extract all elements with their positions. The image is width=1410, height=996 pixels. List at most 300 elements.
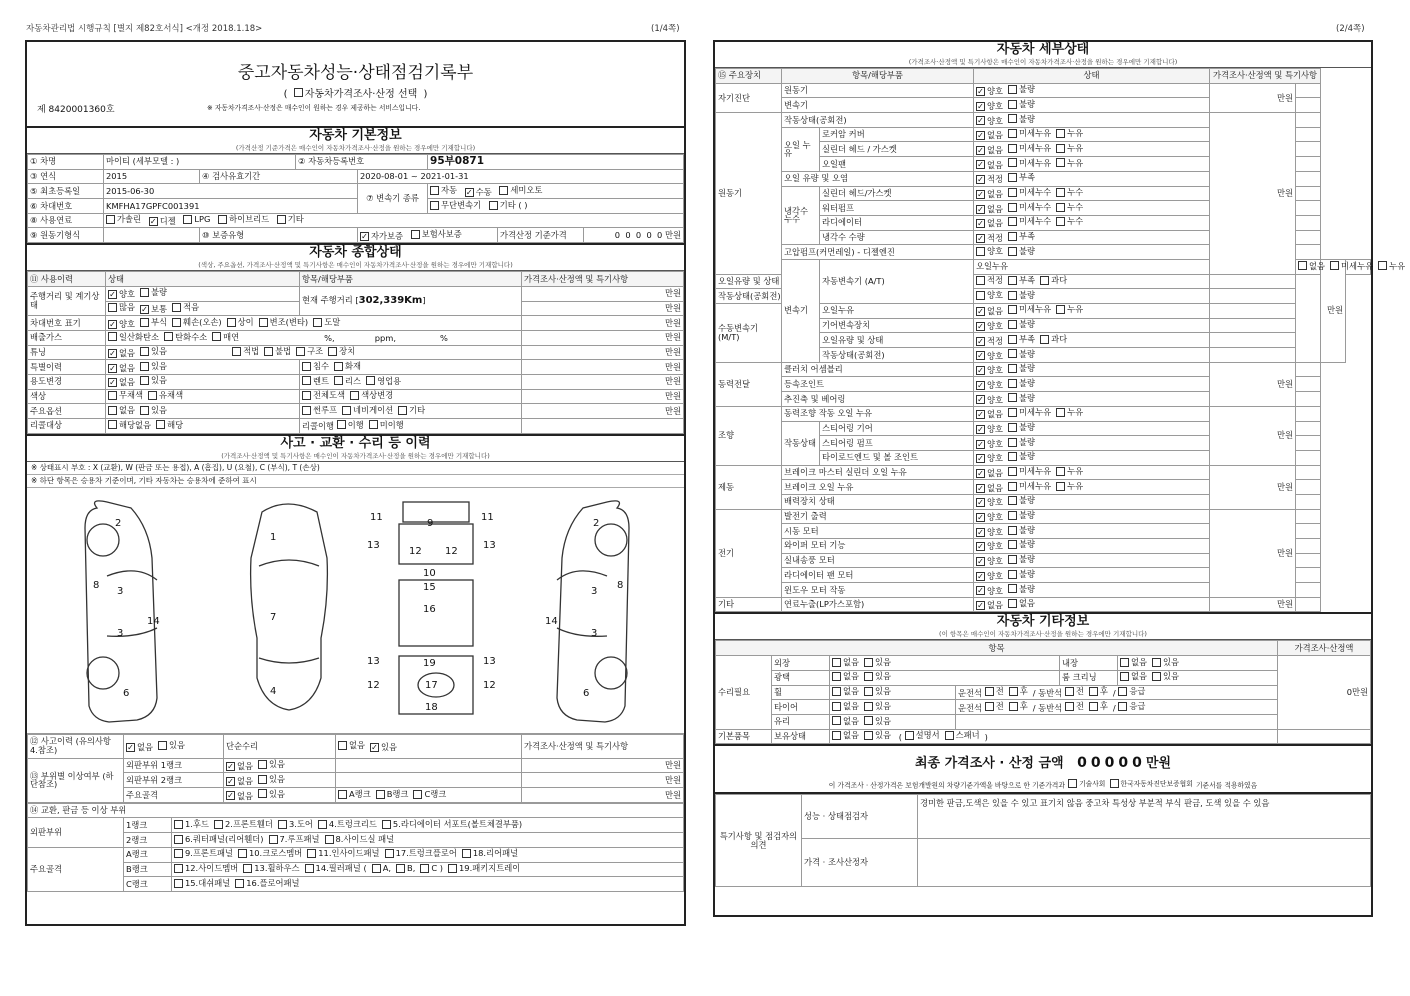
- price-cell: 만원: [522, 404, 684, 419]
- checkbox[interactable]: [258, 760, 267, 769]
- checkbox[interactable]: [338, 741, 347, 750]
- checkbox[interactable]: [1056, 144, 1065, 153]
- checkbox[interactable]: [140, 362, 149, 371]
- note-cell: [1296, 201, 1321, 216]
- checkbox[interactable]: [1008, 438, 1017, 447]
- checkbox[interactable]: [1008, 100, 1017, 109]
- checkbox[interactable]: [1008, 217, 1017, 226]
- checkbox[interactable]: [369, 420, 378, 429]
- checkbox[interactable]: [1008, 570, 1017, 579]
- checkbox-checked[interactable]: ✓: [141, 304, 148, 314]
- checkbox[interactable]: [140, 347, 149, 356]
- checkbox-checked[interactable]: ✓: [977, 233, 984, 243]
- group-label: 변속기: [782, 259, 820, 362]
- legend-note: ※ 상태표시 부호 : X (교환), W (판금 또는 용접), A (흠집), U (요철), C (부식), T (손상): [27, 462, 684, 475]
- part-label: 3: [117, 585, 124, 597]
- final-price: 최종 가격조사 · 산정 금액 00000만원: [914, 755, 1172, 772]
- checkbox-checked[interactable]: ✓: [109, 363, 116, 373]
- part-label: 16: [423, 603, 436, 615]
- group-label: 자기진단: [716, 83, 782, 112]
- note-cell: [1296, 113, 1321, 128]
- checkbox[interactable]: [372, 864, 381, 873]
- checkbox[interactable]: [325, 835, 334, 844]
- part-label: 13: [483, 655, 496, 667]
- part-label: 12: [367, 679, 380, 691]
- checkbox[interactable]: [376, 790, 385, 799]
- checkbox[interactable]: [302, 406, 311, 415]
- checkbox-checked[interactable]: ✓: [977, 512, 984, 522]
- checkbox[interactable]: [985, 702, 994, 711]
- row-label: 가격 · 조사산정자: [802, 839, 918, 887]
- checkbox-checked[interactable]: ✓: [977, 527, 984, 537]
- price-cell: 만원: [522, 345, 684, 360]
- checkbox-checked[interactable]: ✓: [465, 187, 473, 197]
- detail-row: [716, 362, 1371, 377]
- note-cell: [1296, 436, 1321, 451]
- checkbox-checked[interactable]: ✓: [977, 204, 984, 214]
- item-status: ✓ 없음 미세누유 누유: [974, 304, 1210, 319]
- checkbox[interactable]: [108, 420, 117, 429]
- row-label: 휠: [772, 685, 830, 700]
- checkbox[interactable]: [382, 820, 391, 829]
- checkbox[interactable]: [1056, 129, 1065, 138]
- checkbox[interactable]: [1008, 129, 1017, 138]
- checkbox[interactable]: [1378, 261, 1387, 270]
- label: ⑥ 차대번호: [28, 199, 104, 214]
- checkbox-checked[interactable]: ✓: [227, 762, 234, 772]
- price-cell: 만원: [1210, 83, 1296, 112]
- checkbox[interactable]: [1008, 408, 1017, 417]
- checkbox[interactable]: [318, 820, 327, 829]
- checkbox-checked[interactable]: ✓: [977, 189, 984, 199]
- checkbox[interactable]: [164, 332, 173, 341]
- checkbox[interactable]: [328, 347, 337, 356]
- item-status: ✓ 없음 미세누수 누수: [974, 201, 1210, 216]
- general-status-header: 자동차 종합상태 (색상, 주요옵션, 가격조사·산정액 및 특기사항은 매수인이 자동차가격조사·산정을 원하는 경우에만 기재합니다): [27, 243, 684, 271]
- checkbox-checked[interactable]: ✓: [977, 601, 984, 611]
- checkbox[interactable]: [1008, 232, 1017, 241]
- checkbox[interactable]: [1008, 85, 1017, 94]
- checkbox[interactable]: [350, 391, 359, 400]
- checkbox[interactable]: [1008, 540, 1017, 549]
- checkbox[interactable]: [1008, 599, 1017, 608]
- checkbox[interactable]: [430, 201, 439, 210]
- checkbox[interactable]: [108, 406, 117, 415]
- item-status: 양호 불량: [974, 245, 1210, 260]
- checkbox[interactable]: [1068, 779, 1077, 788]
- checkbox-checked[interactable]: ✓: [977, 219, 984, 229]
- col-header: 항목/해당부품: [300, 272, 522, 287]
- checkbox[interactable]: [302, 391, 311, 400]
- checkbox[interactable]: [1056, 203, 1065, 212]
- checkbox[interactable]: [296, 347, 305, 356]
- warranty-options: ✓ 자가보증 보험사보증: [358, 228, 498, 243]
- col-header: ⑪ 사용이력: [28, 272, 106, 287]
- checkbox[interactable]: [1120, 658, 1129, 667]
- checkbox[interactable]: [1008, 320, 1017, 329]
- checkbox[interactable]: [337, 420, 346, 429]
- item-status: ✓ 양호 불량: [974, 450, 1210, 465]
- checkbox[interactable]: [1008, 276, 1017, 285]
- note-cell: [1296, 509, 1321, 524]
- checkbox[interactable]: [1110, 779, 1119, 788]
- checkbox[interactable]: [1089, 702, 1098, 711]
- part-label: 2: [115, 517, 122, 529]
- checkbox[interactable]: [1008, 511, 1017, 520]
- checkbox[interactable]: [1008, 379, 1017, 388]
- checkbox[interactable]: [420, 864, 429, 873]
- checkbox[interactable]: [1008, 584, 1017, 593]
- price-cell: 만원: [1210, 509, 1296, 597]
- checkbox-checked[interactable]: ✓: [977, 101, 984, 111]
- checkbox-checked[interactable]: ✓: [371, 742, 378, 752]
- checkbox[interactable]: [1056, 305, 1065, 314]
- checkbox[interactable]: [832, 716, 841, 725]
- row-label: 주요골격: [28, 847, 124, 891]
- checkbox[interactable]: [174, 820, 183, 829]
- note-cell: [1296, 568, 1321, 583]
- checkbox[interactable]: [259, 318, 268, 327]
- checkbox[interactable]: [148, 391, 157, 400]
- checkbox[interactable]: [212, 332, 221, 341]
- note-cell: [1296, 421, 1321, 436]
- checkbox-checked[interactable]: ✓: [977, 366, 984, 376]
- checkbox[interactable]: [985, 687, 994, 696]
- final-price-section: [715, 744, 1371, 794]
- checkbox[interactable]: [108, 332, 117, 341]
- checkbox[interactable]: [172, 318, 181, 327]
- checkbox[interactable]: [1089, 687, 1098, 696]
- checkbox[interactable]: [1056, 188, 1065, 197]
- checkbox[interactable]: [140, 318, 149, 327]
- checkbox-checked[interactable]: ✓: [109, 378, 116, 388]
- checkbox[interactable]: [1065, 687, 1074, 696]
- base-price: 0 0 0 0 0 만원: [584, 228, 684, 243]
- checkbox[interactable]: [1056, 467, 1065, 476]
- label: ② 자동차등록번호: [296, 155, 428, 170]
- checkbox[interactable]: [1008, 349, 1017, 358]
- checkbox-checked[interactable]: ✓: [977, 410, 984, 420]
- group-label: 기타: [716, 597, 782, 612]
- checkbox[interactable]: [1008, 364, 1017, 373]
- checkbox[interactable]: [945, 731, 954, 740]
- label: ④ 검사유효기간: [200, 169, 358, 184]
- item-status: ✓ 없음 없음: [974, 597, 1210, 612]
- checkbox[interactable]: [832, 687, 841, 696]
- row-label: 색상: [28, 389, 106, 404]
- checkbox[interactable]: [140, 376, 149, 385]
- checkbox-checked[interactable]: ✓: [977, 395, 984, 405]
- row-label: 특기사항 및 점검자의 의견: [716, 795, 802, 887]
- checkbox[interactable]: [366, 376, 375, 385]
- part-label: 12: [409, 545, 422, 557]
- label: ⑦ 변속기 종류: [358, 184, 428, 213]
- checkbox-checked[interactable]: ✓: [977, 145, 984, 155]
- checkbox[interactable]: [278, 820, 287, 829]
- checkbox[interactable]: [1040, 276, 1049, 285]
- checkbox[interactable]: [238, 849, 247, 858]
- item-label: 동력조향 작동 오일 누유: [782, 406, 974, 421]
- reg-number: 95부0871: [428, 155, 684, 170]
- checkbox[interactable]: [1009, 702, 1018, 711]
- part-label: 8: [93, 579, 100, 591]
- checkbox[interactable]: [413, 790, 422, 799]
- subgroup-label: 냉각수 누수: [782, 186, 820, 245]
- note-cell: [1296, 230, 1321, 245]
- checkbox-checked[interactable]: ✓: [977, 336, 984, 346]
- checkbox-checked[interactable]: ✓: [977, 380, 984, 390]
- page-number: (1/4쪽): [651, 24, 680, 34]
- checkbox[interactable]: [1118, 687, 1127, 696]
- checkbox[interactable]: [218, 215, 227, 224]
- checkbox[interactable]: [1008, 188, 1017, 197]
- checkbox[interactable]: [227, 318, 236, 327]
- checkbox[interactable]: [158, 741, 167, 750]
- checkbox-checked[interactable]: ✓: [227, 791, 234, 801]
- checkbox[interactable]: [294, 88, 303, 97]
- row-label: 유리: [772, 714, 830, 729]
- subgroup-label: 수동변속기 (M/T): [716, 304, 782, 363]
- checkbox[interactable]: [156, 420, 165, 429]
- checkbox[interactable]: [214, 820, 223, 829]
- note-cell: [1296, 377, 1321, 392]
- checkbox[interactable]: [396, 864, 405, 873]
- checkbox[interactable]: [232, 347, 241, 356]
- checkbox[interactable]: [174, 835, 183, 844]
- checkbox[interactable]: [172, 303, 181, 312]
- checkbox[interactable]: [1008, 423, 1017, 432]
- checkbox[interactable]: [1152, 672, 1161, 681]
- checkbox-checked[interactable]: ✓: [977, 454, 984, 464]
- checkbox[interactable]: [1008, 335, 1017, 344]
- item-status: ✓ 양호 불량: [974, 98, 1210, 113]
- checkbox[interactable]: [235, 879, 244, 888]
- checkbox[interactable]: [1065, 702, 1074, 711]
- label: ⑤ 최초등록일: [28, 184, 104, 199]
- checkbox[interactable]: [1008, 114, 1017, 123]
- checkbox[interactable]: [334, 376, 343, 385]
- doc-title: 중고자동차성능·상태점검기록부: [237, 63, 474, 83]
- note-cell: [1296, 392, 1321, 407]
- checkbox[interactable]: [1008, 203, 1017, 212]
- price-cell: [522, 419, 684, 434]
- checkbox-checked[interactable]: ✓: [977, 586, 984, 596]
- checkbox-checked[interactable]: ✓: [109, 319, 116, 329]
- group-label: 조향: [716, 406, 782, 465]
- checkbox-checked[interactable]: ✓: [977, 483, 984, 493]
- col-header: 항목: [716, 641, 1278, 656]
- checkbox[interactable]: [499, 186, 508, 195]
- checkbox[interactable]: [264, 347, 273, 356]
- checkbox[interactable]: [832, 672, 841, 681]
- accident-header: 사고 · 교환 · 수리 등 이력 (가격조사·산정액 및 특기사항은 매수인이 자동차가격조사·산정을 원하는 경우에만 기재합니다): [27, 434, 684, 462]
- checkbox[interactable]: [302, 362, 311, 371]
- checkbox[interactable]: [864, 716, 873, 725]
- checkbox[interactable]: [1056, 482, 1065, 491]
- price-cell: 만원: [522, 286, 684, 301]
- checkbox[interactable]: [174, 849, 183, 858]
- checkbox[interactable]: [1008, 452, 1017, 461]
- checkbox[interactable]: [411, 230, 420, 239]
- checkbox-checked[interactable]: ✓: [977, 307, 984, 317]
- note-cell: [1296, 553, 1321, 568]
- checkbox[interactable]: [832, 731, 841, 740]
- checkbox[interactable]: [1056, 158, 1065, 167]
- wheel: [595, 524, 627, 556]
- checkbox[interactable]: [1056, 217, 1065, 226]
- col-header: 상태: [106, 272, 300, 287]
- rank-label: A랭크: [124, 847, 172, 862]
- checkbox-checked[interactable]: ✓: [977, 131, 984, 141]
- checkbox[interactable]: [489, 201, 498, 210]
- checkbox[interactable]: [1008, 173, 1017, 182]
- checkbox-checked[interactable]: ✓: [109, 290, 116, 300]
- checkbox[interactable]: [1008, 158, 1017, 167]
- checkbox[interactable]: [243, 864, 252, 873]
- checkbox-checked[interactable]: ✓: [977, 468, 984, 478]
- item-label: 브레이크 오일 누유: [782, 480, 974, 495]
- checkbox[interactable]: [976, 276, 985, 285]
- checkbox[interactable]: [174, 879, 183, 888]
- part-label: 1: [270, 531, 277, 543]
- item-label: 등속조인트: [782, 377, 974, 392]
- checkbox-checked[interactable]: ✓: [977, 160, 984, 170]
- checkbox[interactable]: [140, 406, 149, 415]
- item-status: ✓ 없음 미세누유 누유: [974, 480, 1210, 495]
- checkbox[interactable]: [864, 731, 873, 740]
- mileage-cell: 현재 주행거리 [302,339Km]: [300, 286, 522, 315]
- checkbox-checked[interactable]: ✓: [977, 322, 984, 332]
- checkbox[interactable]: [1008, 144, 1017, 153]
- note-cell: [1296, 465, 1321, 480]
- checkbox[interactable]: [1008, 305, 1017, 314]
- checkbox[interactable]: [1056, 408, 1065, 417]
- checkbox[interactable]: [108, 303, 117, 312]
- checkbox-checked[interactable]: ✓: [977, 542, 984, 552]
- checkbox[interactable]: [342, 406, 351, 415]
- checkbox[interactable]: [258, 789, 267, 798]
- checkbox[interactable]: [385, 849, 394, 858]
- checkbox[interactable]: [1040, 335, 1049, 344]
- checkbox[interactable]: [183, 215, 192, 224]
- checkbox-checked[interactable]: ✓: [977, 571, 984, 581]
- checkbox[interactable]: [313, 318, 322, 327]
- checkbox[interactable]: [905, 731, 914, 740]
- checkbox-checked[interactable]: ✓: [977, 116, 984, 126]
- group-label: 제동: [716, 465, 782, 509]
- item-label: 라디에이터: [820, 215, 974, 230]
- checkbox-checked[interactable]: ✓: [977, 175, 984, 185]
- checkbox[interactable]: [140, 288, 149, 297]
- checkbox[interactable]: [1008, 393, 1017, 402]
- checkbox[interactable]: [1008, 247, 1017, 256]
- price-cell: 만원: [522, 374, 684, 389]
- final-note: 이 가격조사 · 산정가격은 보험개발원의 차량기준가액을 바탕으로 한 기준가격과 기술사회 한국자동차진단보증협회 기준서를 적용하였음: [828, 780, 1258, 790]
- row-label: 외판부위 2랭크: [124, 773, 224, 788]
- checkbox-checked[interactable]: ✓: [977, 439, 984, 449]
- row-label: 성능 · 상태점검자: [802, 795, 918, 839]
- checkbox[interactable]: [832, 702, 841, 711]
- checkbox[interactable]: [108, 391, 117, 400]
- part-label: 13: [367, 655, 380, 667]
- checkbox[interactable]: [976, 247, 985, 256]
- checkbox[interactable]: [1118, 702, 1127, 711]
- price-cell: 만원: [1210, 406, 1296, 465]
- accident-table: ⑫ 사고이력 (유의사항 4.참조) ✓ 없음 있음 단순수리 없음 ✓ 있음 가격조사·산정액 및 특기사항 ⑬ 부위별 이상여부 (하단참조) 외판부위 1랭크 ✓ 없음 있음 만원 외판부위 2랭크 ✓ 없음 있음 만원 주요골격 ✓ 없음 있음 A랭크 B랭크 C랭크 만원: [27, 734, 684, 803]
- row-label: ⑫ 사고이력 (유의사항 4.참조): [28, 734, 124, 758]
- checkbox[interactable]: [338, 790, 347, 799]
- checkbox-checked[interactable]: ✓: [977, 87, 984, 97]
- part-label: 6: [583, 687, 590, 699]
- checkbox[interactable]: [864, 687, 873, 696]
- checkbox[interactable]: [334, 362, 343, 371]
- checkbox-checked[interactable]: ✓: [149, 217, 157, 227]
- checkbox[interactable]: [1008, 496, 1017, 505]
- checkbox[interactable]: [430, 186, 439, 195]
- item-status: 없음 미세누유 누유: [1296, 259, 1321, 274]
- checkbox[interactable]: [106, 215, 115, 224]
- checkbox[interactable]: [1330, 261, 1339, 270]
- checkbox[interactable]: [174, 864, 183, 873]
- checkbox[interactable]: [864, 702, 873, 711]
- checkbox[interactable]: [976, 291, 985, 300]
- checkbox[interactable]: [1152, 658, 1161, 667]
- rank-label: 2랭크: [124, 833, 172, 848]
- checkbox[interactable]: [1008, 482, 1017, 491]
- col-header: 가격조사·산정액: [1278, 641, 1371, 656]
- checkbox[interactable]: [448, 864, 457, 873]
- checkbox[interactable]: [1008, 467, 1017, 476]
- checkbox-checked[interactable]: ✓: [361, 231, 368, 241]
- checkbox[interactable]: [277, 215, 286, 224]
- checkbox-checked[interactable]: ✓: [977, 498, 984, 508]
- checkbox-checked[interactable]: ✓: [977, 557, 984, 567]
- checkbox-checked[interactable]: ✓: [227, 776, 234, 786]
- legend-note: ※ 하단 항목은 승용차 기준이며, 기타 자동차는 승용차에 준하여 표시: [27, 475, 684, 488]
- checkbox[interactable]: [269, 835, 278, 844]
- checkbox[interactable]: [832, 658, 841, 667]
- checkbox[interactable]: [462, 849, 471, 858]
- checkbox-checked[interactable]: ✓: [977, 351, 984, 361]
- checkbox[interactable]: [307, 849, 316, 858]
- checkbox[interactable]: [1008, 555, 1017, 564]
- item-status: ✓ 양호 불량: [974, 539, 1210, 554]
- checkbox-checked[interactable]: ✓: [109, 348, 116, 358]
- item-status: ✓ 양호 불량: [974, 509, 1210, 524]
- checkbox[interactable]: [1298, 261, 1307, 270]
- checkbox[interactable]: [305, 864, 314, 873]
- part-label: 2: [593, 517, 600, 529]
- checkbox[interactable]: [1120, 672, 1129, 681]
- checkbox[interactable]: [1008, 526, 1017, 535]
- row-label: 룸 크리닝: [1060, 670, 1118, 685]
- checkbox[interactable]: [1009, 687, 1018, 696]
- checkbox[interactable]: [258, 775, 267, 784]
- engine-type: [104, 228, 200, 243]
- general-status-table: ⑪ 사용이력 상태 항목/해당부품 가격조사·산정액 및 특기사항 주행거리 및 계기상태 ✓ 양호 불량 현재 주행거리 [302,339Km] 만원 많음 ✓ 보통 적음 만원 차대번호 표기 ✓ 양호 부식 훼손(오손) 상이 변조(변타) 도말 만원 배출가스 일산화탄소 탄화수소 매연 %, ppm, % 만원 튜닝 ✓ 없음 있음 적법 불법 구조 장치 만원 특별이력 ✓ 없음 있음 침수 화재 만원 용도변경 ✓ 없음 있음 렌트 리스 영업용 만원 색상 무채색 유채색 전체도색 색상변경 만원 주요옵션 없음 있음 썬루프 네비게이션 기타 만원 리콜대상 해당없음 해당 리콜이행 이행 미이행: [27, 271, 684, 434]
- checkbox[interactable]: [864, 672, 873, 681]
- checkbox[interactable]: [302, 376, 311, 385]
- rank-label: 1랭크: [124, 818, 172, 833]
- checkbox-checked[interactable]: ✓: [977, 424, 984, 434]
- part-label: 17: [425, 679, 438, 691]
- item-status: ✓ 적정 부족 과다: [974, 333, 1210, 348]
- checkbox[interactable]: [864, 658, 873, 667]
- checkbox[interactable]: [1008, 291, 1017, 300]
- item-status: ✓ 적정 부족: [974, 230, 1210, 245]
- checkbox-checked[interactable]: ✓: [127, 742, 134, 752]
- checkbox[interactable]: [398, 406, 407, 415]
